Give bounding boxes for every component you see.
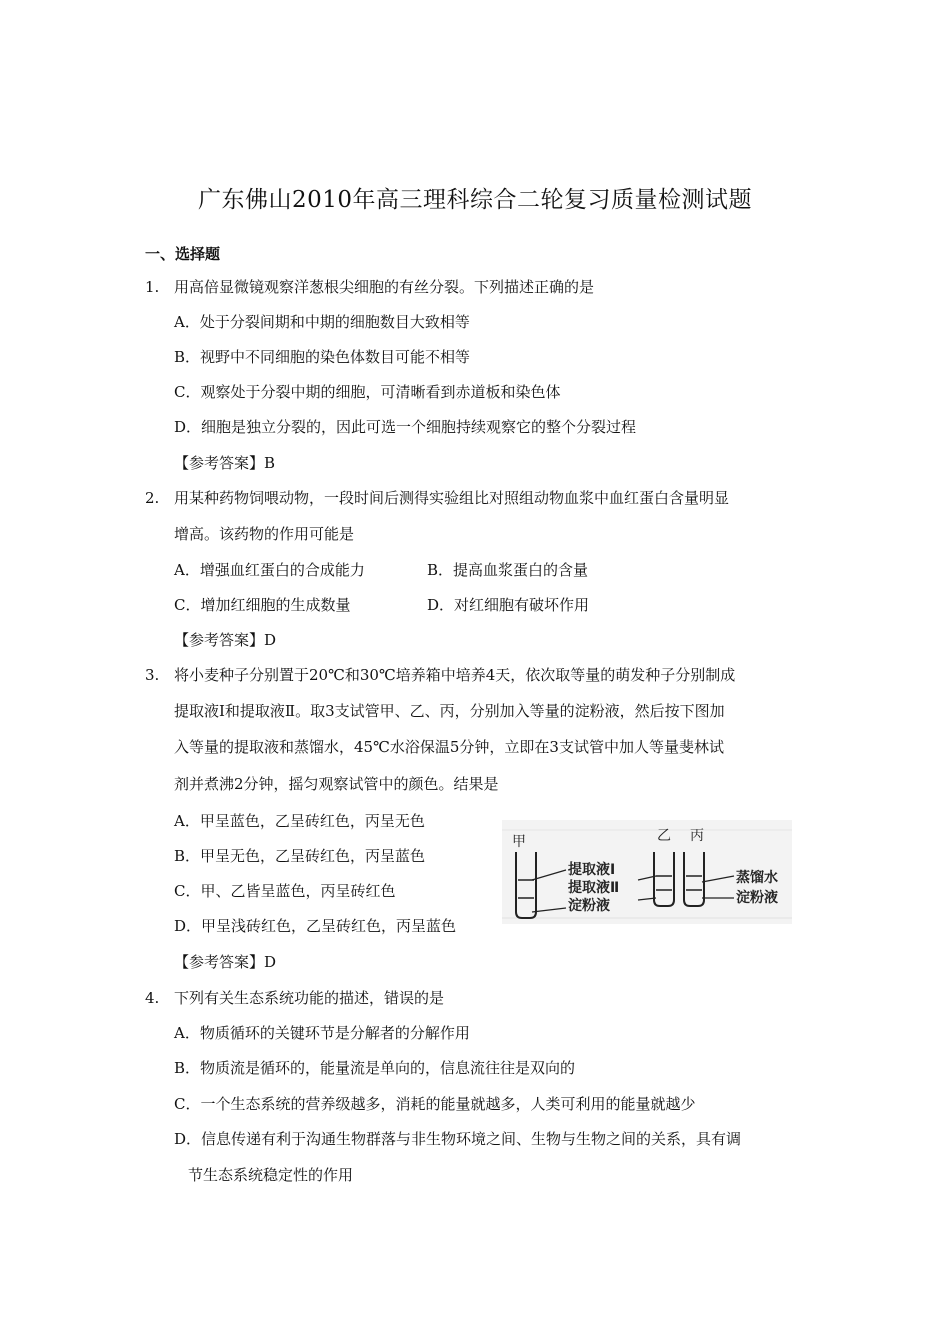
label-starch-left: 淀粉液 xyxy=(568,898,610,914)
tube-yi xyxy=(654,852,674,906)
question-number: 3. xyxy=(145,666,160,684)
label-extract-2: 提取液Ⅱ xyxy=(568,880,620,896)
option-a: A．甲呈蓝色，乙呈砖红色，丙呈无色 xyxy=(174,812,425,830)
option-d: D．细胞是独立分裂的，因此可选一个细胞持续观察它的整个分裂过程 xyxy=(174,418,637,436)
reference-answer: 【参考答案】B xyxy=(174,454,276,472)
option-a: A．物质循环的关键环节是分解者的分解作用 xyxy=(174,1024,470,1042)
reference-answer: 【参考答案】D xyxy=(174,631,277,649)
tube-bing xyxy=(684,852,704,906)
question-number: 2. xyxy=(145,489,160,507)
question-stem: 用某种药物饲喂动物，一段时间后测得实验组比对照组动物血浆中血红蛋白含量明显 xyxy=(174,489,730,507)
option-c: C．增加红细胞的生成数量 xyxy=(174,596,351,614)
option-c: C．观察处于分裂中期的细胞，可清晰看到赤道板和染色体 xyxy=(174,383,561,401)
option-d: D．信息传递有利于沟通生物群落与非生物环境之间、生物与生物之间的关系，具有调 xyxy=(174,1130,742,1148)
question-stem: 用高倍显微镜观察洋葱根尖细胞的有丝分裂。下列描述正确的是 xyxy=(174,278,595,296)
option-d-continued: 节生态系统稳定性的作用 xyxy=(188,1166,354,1184)
label-distilled-water: 蒸馏水 xyxy=(736,870,778,886)
tube-jia xyxy=(516,852,536,918)
question-stem-continued: 提取液Ⅰ和提取液Ⅱ。取3支试管甲、乙、丙，分别加入等量的淀粉液，然后按下图加 xyxy=(174,702,725,720)
question-number: 4. xyxy=(145,989,160,1007)
reference-answer: 【参考答案】D xyxy=(174,953,277,971)
option-d: D．甲呈浅砖红色，乙呈砖红色，丙呈蓝色 xyxy=(174,917,457,935)
question-stem: 下列有关生态系统功能的描述，错误的是 xyxy=(174,989,445,1007)
question-stem-continued: 剂并煮沸2分钟，摇匀观察试管中的颜色。结果是 xyxy=(174,775,499,793)
option-c: C．一个生态系统的营养级越多，消耗的能量就越多，人类可利用的能量就越少 xyxy=(174,1095,696,1113)
option-b: B．物质流是循环的，能量流是单向的，信息流往往是双向的 xyxy=(174,1059,576,1077)
option-a: A．处于分裂间期和中期的细胞数目大致相等 xyxy=(174,313,470,331)
tube-label-yi: 乙 xyxy=(657,828,671,844)
label-starch-right: 淀粉液 xyxy=(736,890,778,906)
option-b: B．提高血浆蛋白的含量 xyxy=(427,561,589,579)
section-heading: 一、选择题 xyxy=(145,245,221,263)
test-tube-diagram xyxy=(502,820,792,924)
question-number: 1. xyxy=(145,278,160,296)
option-b: B．视野中不同细胞的染色体数目可能不相等 xyxy=(174,348,471,366)
page-title: 广东佛山2010年高三理科综合二轮复习质量检测试题 xyxy=(197,187,753,213)
question-stem-continued: 入等量的提取液和蒸馏水，45℃水浴保温5分钟，立即在3支试管中加人等量斐林试 xyxy=(174,738,724,756)
label-extract-1: 提取液Ⅰ xyxy=(568,862,616,878)
option-b: B．甲呈无色，乙呈砖红色，丙呈蓝色 xyxy=(174,847,426,865)
option-c: C．甲、乙皆呈蓝色，丙呈砖红色 xyxy=(174,882,396,900)
test-tube-figure xyxy=(502,820,792,924)
question-stem: 将小麦种子分别置于20℃和30℃培养箱中培养4天，依次取等量的萌发种子分别制成 xyxy=(174,666,736,684)
option-d: D．对红细胞有破坏作用 xyxy=(427,596,590,614)
tube-label-bing: 丙 xyxy=(690,828,704,844)
question-stem-continued: 增高。该药物的作用可能是 xyxy=(174,525,355,543)
tube-label-jia: 甲 xyxy=(512,834,526,850)
option-a: A．增强血红蛋白的合成能力 xyxy=(174,561,365,579)
